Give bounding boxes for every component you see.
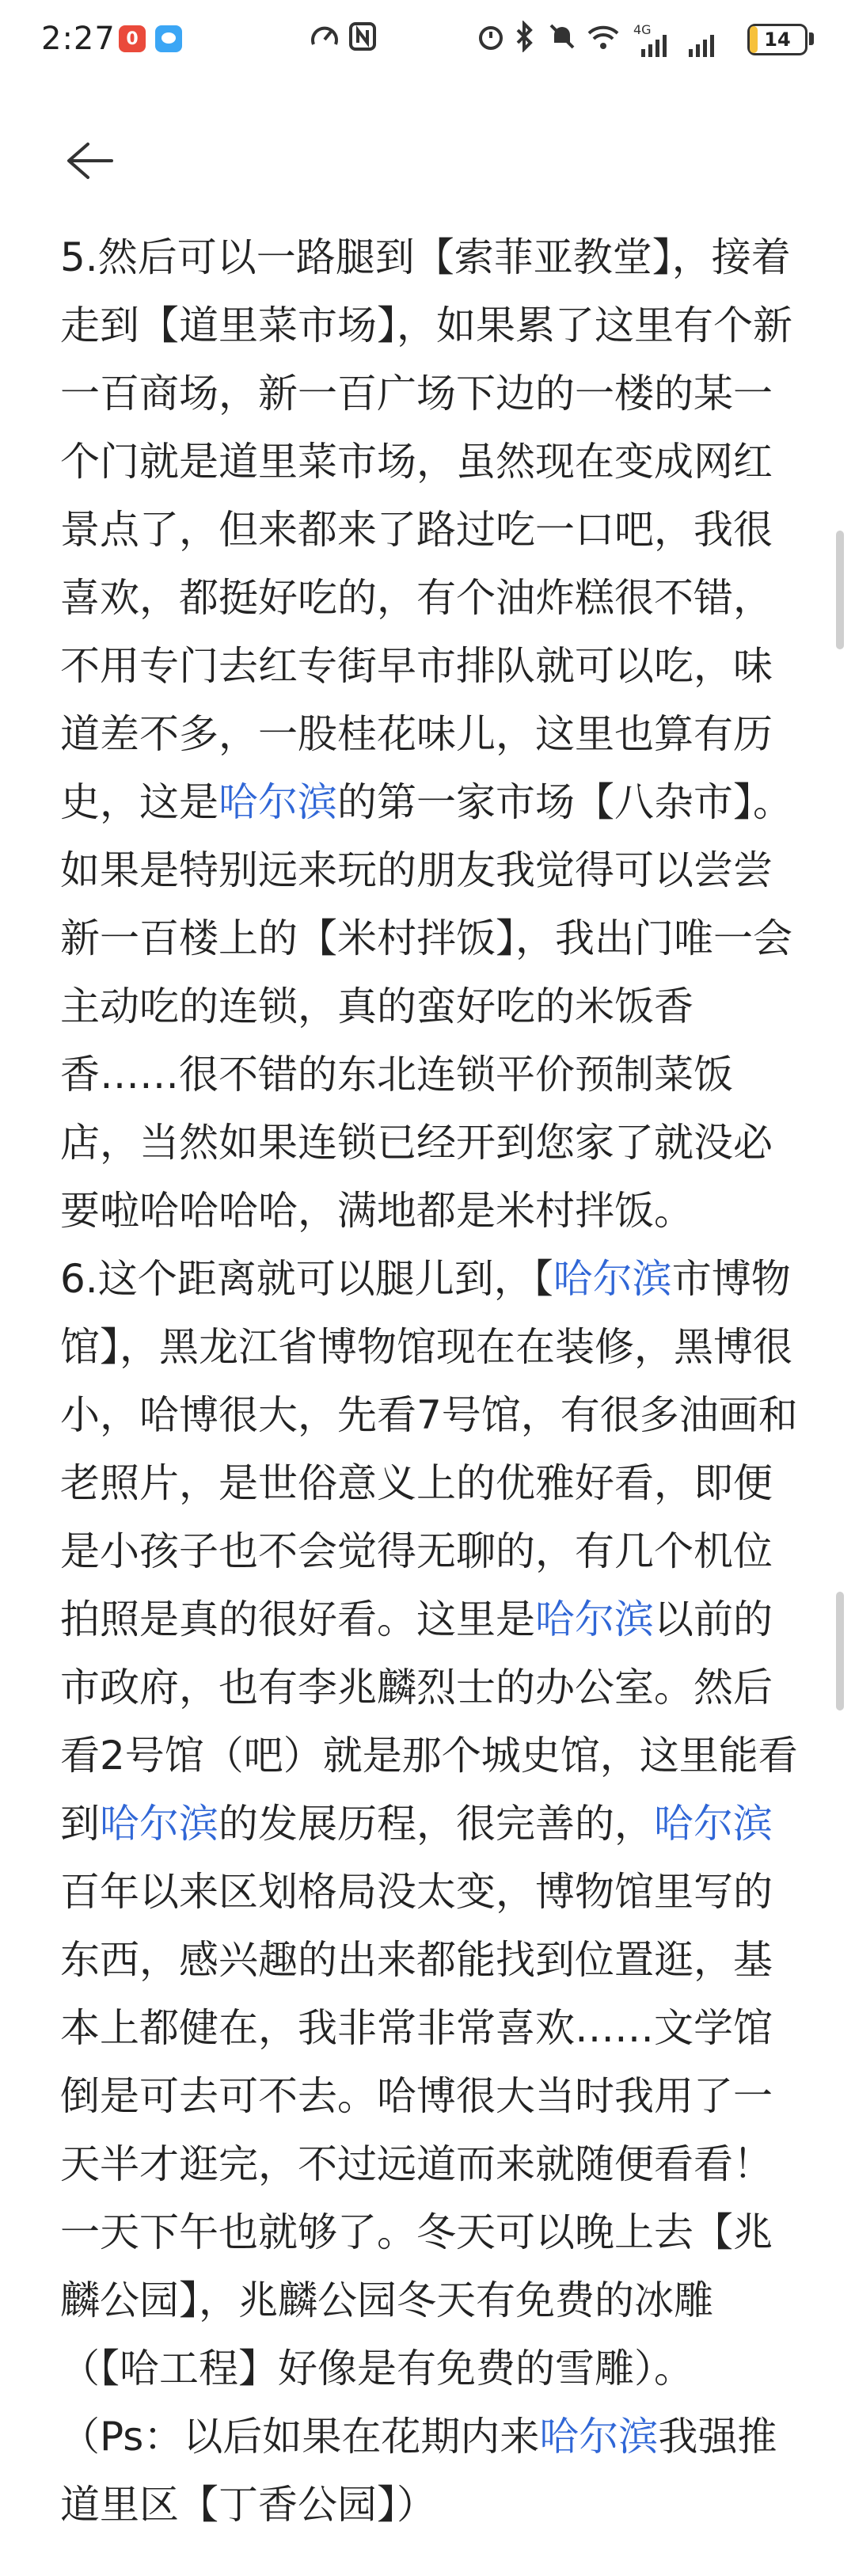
harbin-link[interactable]: 哈尔滨 — [654, 1801, 773, 1847]
article-paragraph — [60, 2403, 804, 2539]
alarm-icon — [475, 21, 507, 59]
battery-percent: 14 — [764, 29, 791, 51]
status-bar — [0, 0, 855, 79]
paragraph-text: 6.这个距离就可以腿儿到，【 — [60, 1256, 553, 1302]
paragraph-text: 我强推道里区【丁香公园】） — [60, 2414, 777, 2528]
article-paragraph — [60, 223, 804, 1245]
battery-icon — [747, 24, 808, 55]
harbin-link[interactable]: 哈尔滨 — [553, 1256, 672, 1302]
paragraph-text: 市博物馆】，黑龙江省博物馆现在在装修，黑博很小，哈博很大，先看7号馆，有很多油画和老照片，是世俗意义上的优雅好看，即便是小孩子也不会觉得无聊的，有几个机位拍照是真的很好看。这里是 — [60, 1256, 798, 1642]
harbin-link[interactable]: 哈尔滨 — [218, 779, 337, 825]
paragraph-text: 以前的市政府，也有李兆麟烈士的办公室。然后看2号馆（吧）就是那个城史馆，这里能看到 — [60, 1596, 798, 1847]
mute-icon — [546, 21, 578, 59]
network-type-label: 4G — [633, 22, 652, 37]
article-body — [60, 223, 804, 2539]
signal-icon — [641, 32, 673, 64]
paragraph-text: 5.然后可以一路腿到【索菲亚教堂】，接着走到【道里菜市场】，如果累了这里有个新一百商场，新一百广场下边的一楼的某一个门就是道里菜市场，虽然现在变成网红景点了，但来都来了路过吃一口吧，我很喜欢，都挺好吃的，有个油炸糕很不错，不用专门去红专街早市排队就可以吃，味道差不多，一股桂花味儿，这里也算有历史，这是 — [60, 234, 792, 825]
paragraph-text: 的发展历程，很完善的， — [218, 1801, 654, 1847]
scrollbar-thumb-lower[interactable] — [836, 1592, 844, 1710]
chat-notification-icon — [155, 25, 182, 52]
back-button[interactable] — [62, 133, 117, 188]
battery-level — [750, 26, 758, 53]
signal-icon-2 — [689, 32, 720, 64]
scrollbar-thumb[interactable] — [836, 531, 844, 649]
harbin-link[interactable]: 哈尔滨 — [100, 1801, 218, 1847]
battery-cap — [809, 32, 814, 45]
paragraph-text: 的第一家市场【八杂市】。如果是特别远来玩的朋友我觉得可以尝尝新一百楼上的【米村拌饭】，我出门唯一会主动吃的连锁，真的蛮好吃的米饭香香……很不错的东北连锁平价预制菜饭店，当然如果连锁已经开到您家了就没必要啦哈哈哈哈，满地都是米村拌饭。 — [60, 779, 792, 1234]
nfc-icon — [348, 21, 377, 59]
harbin-link[interactable]: 哈尔滨 — [535, 1596, 654, 1642]
harbin-link[interactable]: 哈尔滨 — [539, 2414, 659, 2460]
status-time: 2:27 — [41, 21, 116, 57]
back-arrow-icon — [64, 141, 115, 181]
notification-badge-icon: 0 — [119, 25, 146, 52]
article-paragraph — [60, 1245, 804, 2403]
bluetooth-icon — [513, 21, 537, 59]
speedometer-icon — [309, 21, 340, 59]
paragraph-text: 百年以来区划格局没太变，博物馆里写的东西，感兴趣的出来都能找到位置逛，基本上都健在，我非常非常喜欢……文学馆倒是可去可不去。哈博很大当时我用了一天半才逛完，不过远道而来就随便看看！一天下午也就够了。冬天可以晚上去【兆麟公园】，兆麟公园冬天有免费的冰雕（【哈工程】好像是有免费的雪雕）。 — [60, 1869, 773, 2391]
wifi-icon — [586, 21, 621, 59]
paragraph-text: （Ps：以后如果在花期内来 — [60, 2414, 540, 2460]
